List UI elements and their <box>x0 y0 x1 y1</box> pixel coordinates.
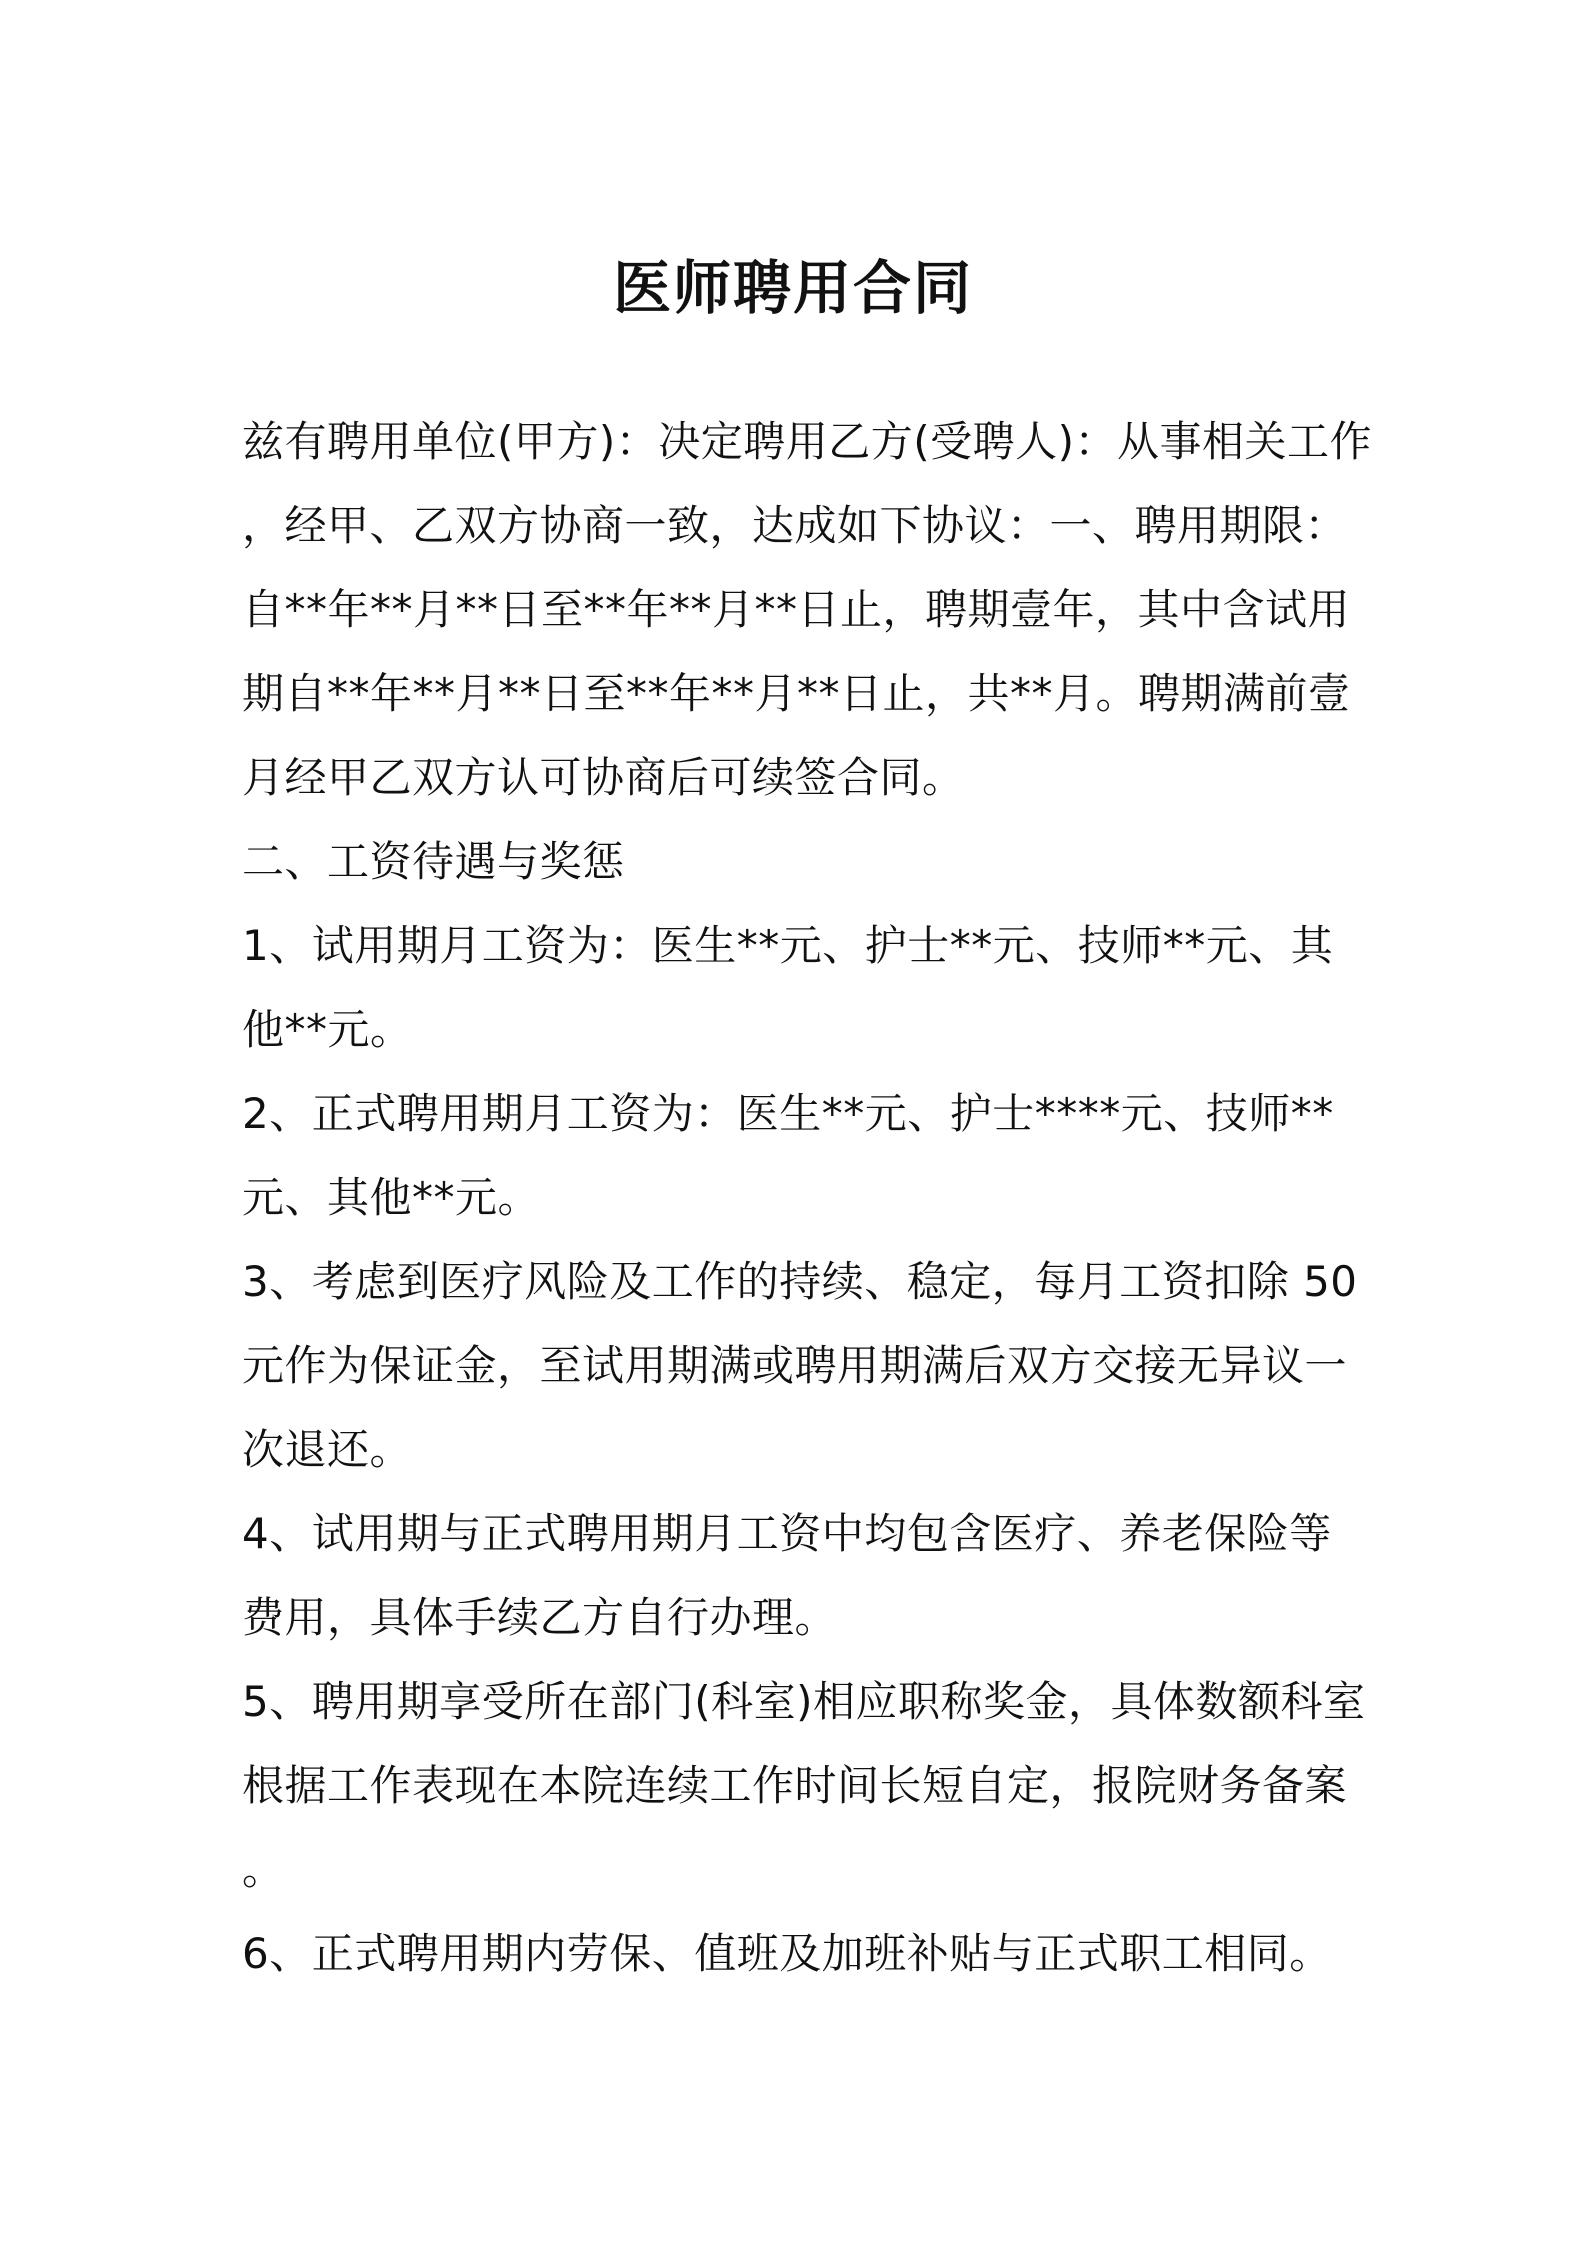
text-line: 月经甲乙双方认可协商后可续签合同。 <box>242 753 965 802</box>
section-heading: 二、工资待遇与奖惩 <box>242 837 625 886</box>
text-line: 元作为保证金，至试用期满或聘用期满后双方交接无异议一 <box>242 1341 1348 1390</box>
document-body <box>242 400 1373 1996</box>
document-title: 医师聘用合同 <box>612 254 973 322</box>
text-line: 根据工作表现在本院连续工作时间长短自定，报院财务备案 <box>242 1761 1348 1810</box>
text-line: 4、试用期与正式聘用期月工资中均包含医疗、养老保险等 <box>242 1509 1332 1558</box>
text-line: 1、试用期月工资为：医生**元、护士**元、技师**元、其 <box>242 921 1334 970</box>
text-line: 期自**年**月**日至**年**月**日止，共**月。聘期满前壹 <box>242 669 1351 718</box>
text-line: 兹有聘用单位(甲方)：决定聘用乙方(受聘人)：从事相关工作 <box>242 417 1373 466</box>
text-line: 他**元。 <box>242 1005 413 1054</box>
text-line: 自**年**月**日至**年**月**日止，聘期壹年，其中含试用 <box>242 585 1351 634</box>
text-line: 5、聘用期享受所在部门(科室)相应职称奖金，具体数额科室 <box>242 1677 1366 1726</box>
text-line: 3、考虑到医疗风险及工作的持续、稳定，每月工资扣除 50 <box>242 1257 1358 1306</box>
text-line: ，经甲、乙双方协商一致，达成如下协议：一、聘用期限： <box>242 501 1348 550</box>
text-line: 费用，具体手续乙方自行办理。 <box>242 1593 838 1642</box>
text-line: 元、其他**元。 <box>242 1173 541 1222</box>
text-line: 次退还。 <box>242 1425 413 1474</box>
text-line: 6、正式聘用期内劳保、值班及加班补贴与正式职工相同。 <box>242 1929 1332 1978</box>
text-line: 2、正式聘用期月工资为：医生**元、护士****元、技师** <box>242 1089 1334 1138</box>
text-line: 。 <box>242 1845 285 1894</box>
